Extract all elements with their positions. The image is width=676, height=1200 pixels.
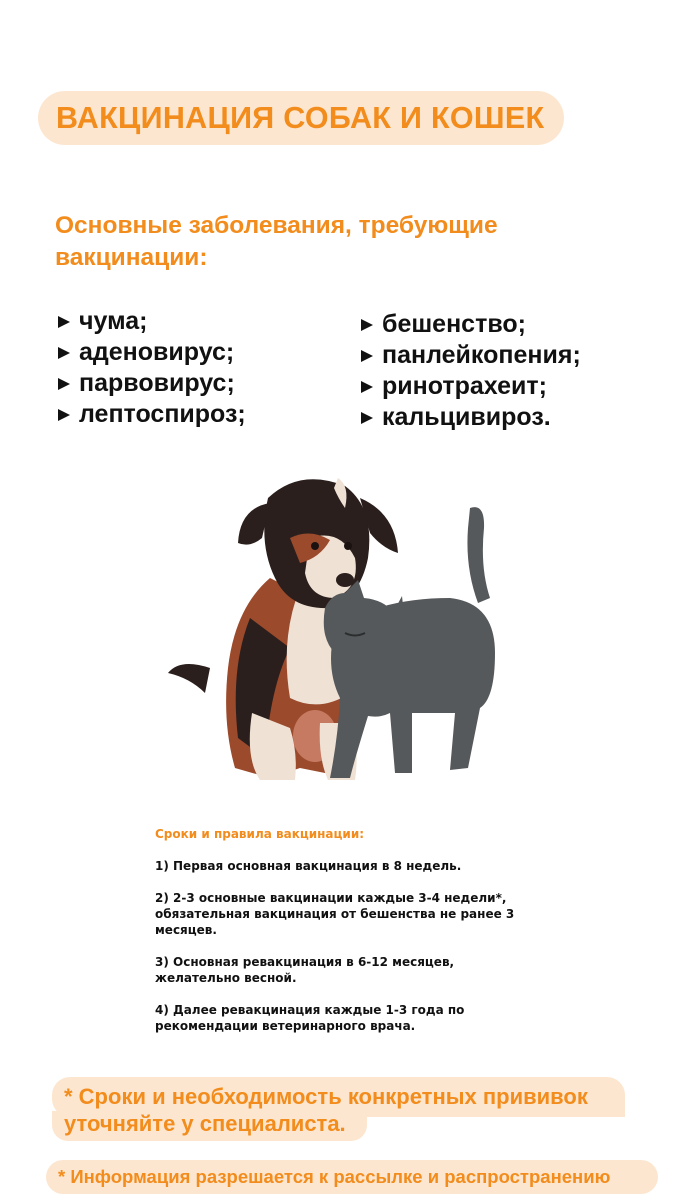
disease-label: аденовирус;: [79, 338, 235, 366]
disease-label: чума;: [79, 307, 148, 335]
disease-label: парвовирус;: [79, 369, 235, 397]
schedule-item: 2) 2-3 основные вакцинации каждые 3-4 недели*, обязательная вакцинация от бешенства не ранее 3 месяцев.: [155, 891, 515, 937]
chevron-right-icon: [55, 406, 73, 424]
diseases-heading: Основные заболевания, требующие вакцинации:: [55, 212, 498, 271]
specialist-note-line2: уточняйте у специалиста.: [52, 1111, 367, 1141]
schedule-item: 1) Первая основная вакцинация в 8 недель.: [155, 859, 462, 873]
list-item: [55, 306, 246, 337]
list-item: [358, 371, 581, 402]
vaccination-schedule: [155, 826, 515, 1050]
disease-label: панлейкопения;: [382, 341, 581, 369]
list-item: [55, 368, 246, 399]
chevron-right-icon: [55, 313, 73, 331]
list-item: [55, 337, 246, 368]
disease-label: кальцивироз.: [382, 403, 551, 431]
disease-label: ринотрахеит;: [382, 372, 547, 400]
chevron-right-icon: [55, 375, 73, 393]
diseases-list-left: [55, 306, 246, 430]
title-badge: [38, 91, 564, 145]
chevron-right-icon: [358, 409, 376, 427]
chevron-right-icon: [358, 347, 376, 365]
specialist-note-line1: * Сроки и необходимость конкретных прививок: [52, 1077, 625, 1117]
disease-label: бешенство;: [382, 310, 526, 338]
page-title: ВАКЦИНАЦИЯ СОБАК И КОШЕК: [56, 100, 545, 135]
list-item: [55, 399, 246, 430]
schedule-item: 4) Далее ревакцинация каждые 1-3 года по рекомендации ветеринарного врача.: [155, 1003, 465, 1033]
list-item: [358, 402, 581, 433]
chevron-right-icon: [55, 344, 73, 362]
schedule-item: 3) Основная ревакцинация в 6-12 месяцев, желательно весной.: [155, 955, 455, 985]
diseases-list-right: [358, 309, 581, 433]
disease-label: лептоспироз;: [79, 400, 246, 428]
schedule-title: Сроки и правила вакцинации:: [155, 827, 365, 841]
puppy-and-kitten-illustration: [150, 468, 530, 798]
chevron-right-icon: [358, 316, 376, 334]
chevron-right-icon: [358, 378, 376, 396]
list-item: [358, 309, 581, 340]
list-item: [358, 340, 581, 371]
distribution-note: * Информация разрешается к рассылке и распространению: [46, 1160, 658, 1194]
